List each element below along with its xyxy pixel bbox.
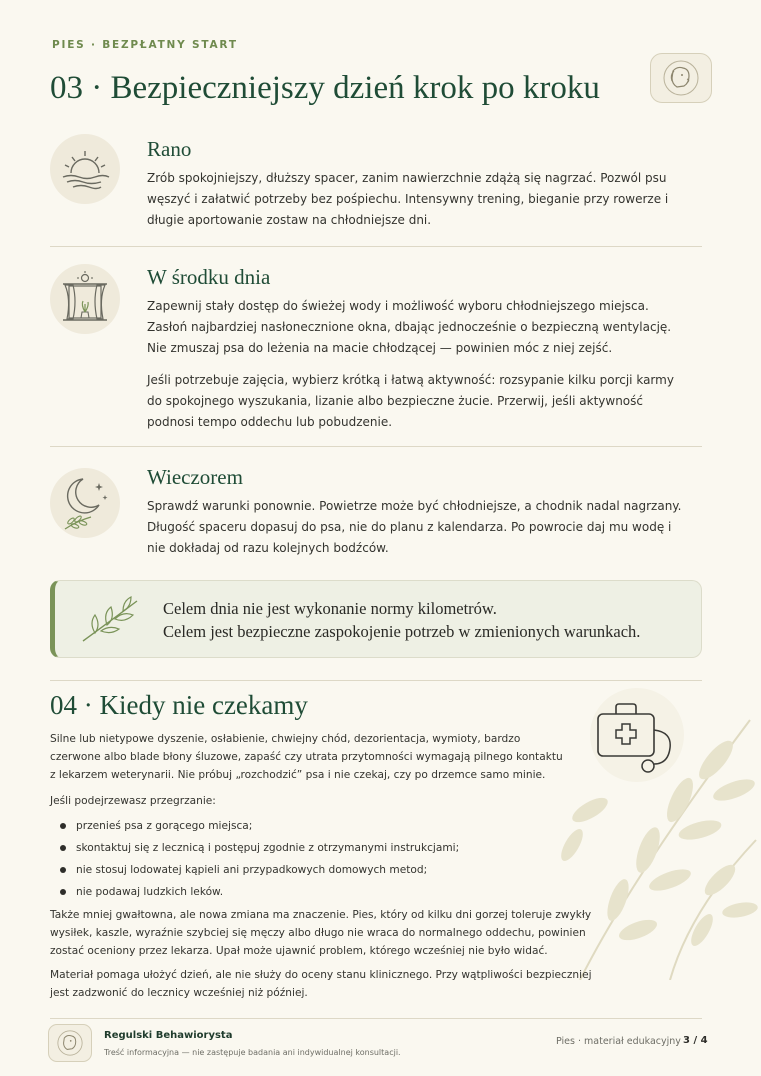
suspect-label: Jeśli podejrzewasz przegrzanie:: [50, 795, 216, 807]
bullet-dot: [60, 889, 66, 895]
dog-logo-badge: [650, 53, 712, 103]
window-curtain-icon: [55, 269, 115, 329]
list-item-text: skontaktuj się z lecznicą i postępuj zgodnie z otrzymanymi instrukcjami;: [76, 842, 460, 854]
quote-box: [50, 580, 702, 658]
quote-text: [163, 597, 640, 643]
moon-icon: [55, 473, 115, 533]
quote-line: Celem dnia nie jest wykonanie normy kilometrów.: [163, 599, 497, 618]
section-morning: [50, 128, 702, 228]
leaf-branch-icon: [75, 591, 145, 647]
kicker: PIES · BEZPŁATNY START: [52, 39, 238, 51]
section-title: Rano: [147, 137, 192, 161]
list-item: [50, 859, 459, 881]
bullet-dot: [60, 845, 66, 851]
intro-paragraph: Silne lub nietypowe dyszenie, osłabienie, chwiejny chód, dezorientacja, wymioty, bardzo czerwone albo blade błony śluzowe, zapaść czy utrata przytomności wymagają pilnego kontaktu z lekarzem weterynarii. Nie próbuj „rozchodzić” psa i nie czekaj, czy po drzemce samo minie.: [50, 733, 563, 781]
list-item: [50, 881, 459, 903]
section-paragraph: Jeśli potrzebuje zajęcia, wybierz krótką i łatwą aktywność: rozsypanie kilku porcji karmy do spokojnego wyszukania, lizanie albo bezpieczne żucie. Przerwij, jeśli aktywność podnosi tempo oddechu lub pobudzenie.: [147, 373, 674, 429]
medical-kit-icon: [588, 686, 686, 784]
page-title: 03 · Bezpieczniejszy dzień krok po kroku: [50, 70, 600, 106]
footer-material-label: Pies · materiał edukacyjny: [556, 1036, 681, 1047]
dog-logo-icon: [660, 59, 702, 97]
footer-note: Treść informacyjna — nie zastępuje badania ani indywidualnej konsultacji.: [104, 1048, 401, 1057]
footer-divider: [50, 1018, 702, 1019]
window-icon-wrap: [50, 264, 120, 334]
section-heading: 04 · Kiedy nie czekamy: [50, 690, 308, 720]
list-item-text: nie podawaj ludzkich leków.: [76, 886, 224, 898]
bullet-list: [50, 815, 459, 903]
sunrise-icon-wrap: [50, 134, 120, 204]
section-title: Wieczorem: [147, 465, 243, 489]
list-item: [50, 815, 459, 837]
footer-brand: Regulski Behawiorysta: [104, 1030, 233, 1041]
section-evening: [50, 458, 702, 568]
page-number: 3 / 4: [683, 1035, 708, 1046]
quote-line: Celem jest bezpieczne zaspokojenie potrzeb w zmienionych warunkach.: [163, 622, 641, 641]
section-midday: [50, 258, 702, 438]
bullet-dot: [60, 867, 66, 873]
paragraph: Także mniej gwałtowna, ale nowa zmiana ma znaczenie. Pies, który od kilku dni gorzej toleruje zwykły wysiłek, kaszle, wyraźnie szybciej się męczy albo długo nie wraca do normalnego oddechu, powinien zostać oceniony przez lekarza. Upał może ujawnić problem, którego wcześniej nie było widać.: [50, 909, 592, 957]
section-paragraph: Zapewnij stały dostęp do świeżej wody i możliwość wyboru chłodniejszego miejsca. Zasłoń najbardziej nasłonecznione okna, dbając jednocześnie o bezpieczną wentylację. Nie zmuszaj psa do leżenia na macie chłodzącej — powinien móc z niej zejść.: [147, 299, 672, 355]
divider: [50, 246, 702, 247]
divider: [50, 446, 702, 447]
bullet-dot: [60, 823, 66, 829]
section-title: W środku dnia: [147, 265, 271, 289]
moon-icon-wrap: [50, 468, 120, 538]
footer-logo-badge: [48, 1024, 92, 1062]
dog-logo-icon: [55, 1029, 85, 1057]
sunrise-icon: [57, 141, 113, 197]
section-paragraph: Zrób spokojniejszy, dłuższy spacer, zanim nawierzchnie zdążą się nagrzać. Pozwól psu węszyć i załatwić potrzeby bez pośpiechu. Intensywny trening, bieganie przy rowerze i długie aportowanie zostaw na chłodniejsze dni.: [147, 171, 669, 227]
list-item: [50, 837, 459, 859]
list-item-text: przenieś psa z gorącego miejsca;: [76, 820, 253, 832]
section-paragraph: Sprawdź warunki ponownie. Powietrze może być chłodniejsze, a chodnik nadal nagrzany. Długość spaceru dopasuj do psa, nie do planu z kalendarza. Po powrocie daj mu wodę i nie dokładaj od razu kolejnych bodźców.: [147, 499, 682, 555]
paragraph: Materiał pomaga ułożyć dzień, ale nie służy do oceny stanu klinicznego. Przy wątpliwości bezpieczniej jest zadzwonić do lecznicy wcześniej niż później.: [50, 969, 592, 999]
list-item-text: nie stosuj lodowatej kąpieli ani przypadkowych domowych metod;: [76, 864, 428, 876]
